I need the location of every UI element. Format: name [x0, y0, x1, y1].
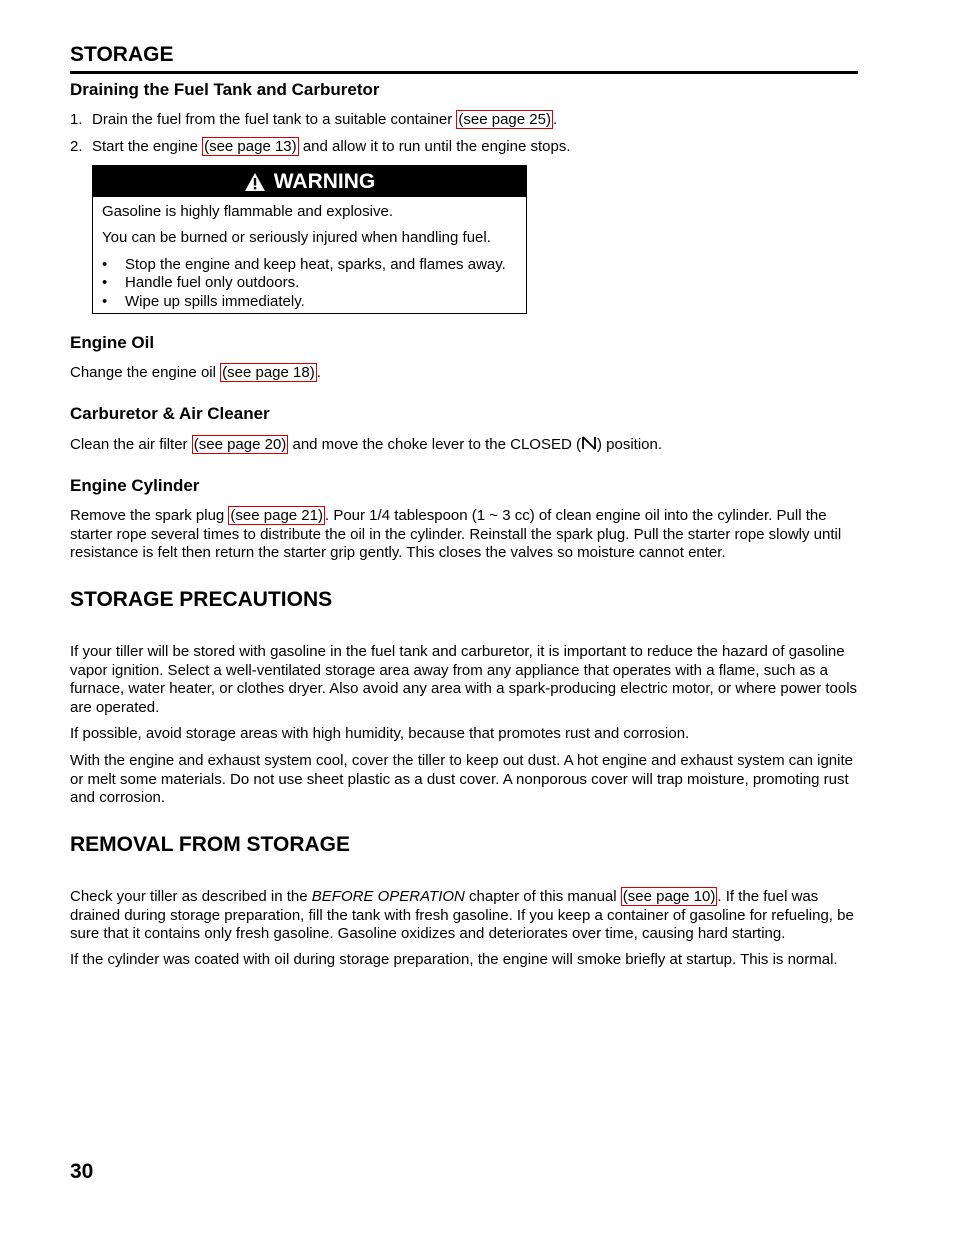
title-rule: [70, 71, 858, 74]
heading-engine-cylinder: Engine Cylinder: [70, 476, 200, 495]
link-see-page-21[interactable]: (see page 21): [230, 507, 323, 524]
warning-bullet: • Handle fuel only outdoors.: [102, 274, 300, 291]
precautions-paragraph-1: If your tiller will be stored with gasoline in the fuel tank and carburetor, it is important to reduce the hazard of gasoline vapor ignition. Select a well-ventilated storage area away from any appliance that operates with a flame, such as a furnace, water heater, or clothes dryer. Also avoid any area with a spark-producing electric motor, or where power tools are operated.: [70, 643, 858, 716]
warning-line-1: Gasoline is highly flammable and explosive.: [102, 203, 393, 220]
link-see-page-18[interactable]: (see page 18): [222, 364, 315, 381]
link-see-page-10[interactable]: (see page 10): [622, 888, 716, 905]
warning-box: [92, 165, 527, 314]
choke-closed-icon: [581, 435, 597, 451]
section-title-removal: REMOVAL FROM STORAGE: [70, 833, 351, 856]
draining-step-2: 2. Start the engine (see page 13) and allow it to run until the engine stops.: [70, 138, 571, 155]
engine-oil-text: Change the engine oil (see page 18) .: [70, 364, 321, 381]
carburetor-text: Clean the air filter (see page 20) and move the choke lever to the CLOSED ( ) position.: [70, 436, 663, 453]
warning-triangle-icon: [244, 172, 266, 192]
draining-steps: [70, 111, 858, 157]
warning-bullets: [102, 256, 518, 312]
heading-engine-oil: Engine Oil: [70, 333, 155, 352]
precautions-paragraph-2: If possible, avoid storage areas with high humidity, because that promotes rust and corrosion.: [70, 725, 690, 742]
link-see-page-25[interactable]: (see page 25): [458, 111, 551, 128]
section-title-storage: STORAGE: [70, 43, 174, 66]
section-title-precautions: STORAGE PRECAUTIONS: [70, 588, 333, 611]
warning-header: [93, 166, 526, 197]
warning-label: WARNING: [273, 169, 376, 193]
page-number: 30: [70, 1160, 94, 1183]
link-see-page-13[interactable]: (see page 13): [204, 138, 297, 155]
removal-paragraph-1: Check your tiller as described in the BEFORE OPERATION chapter of this manual (see page 10) . If the fuel was drained during storage preparation, fill the tank with fresh gasoline. If you keep a container of gasoline for refueling, be sure that it contains only fresh gasoline. Gasoline oxidizes and deteriorates over time, causing hard starting.: [70, 888, 854, 942]
warning-line-2: You can be burned or seriously injured when handling fuel.: [102, 229, 491, 246]
heading-carburetor: Carburetor & Air Cleaner: [70, 404, 270, 423]
warning-body: [93, 197, 526, 313]
warning-bullet: • Stop the engine and keep heat, sparks, and flames away.: [102, 255, 506, 273]
warning-bullet: • Wipe up spills immediately.: [102, 292, 305, 310]
link-see-page-20[interactable]: (see page 20): [193, 436, 287, 453]
cylinder-text: Remove the spark plug (see page 21) . Pour 1/4 tablespoon (1 ~ 3 cc) of clean engine oil into the cylinder. Pull the starter rope several times to distribute the oil in the cylinder. Reinstall the spark plug. Pull the starter rope slowly until resistance is felt then return the starter grip gently. This closes the valves so moisture cannot enter.: [70, 507, 842, 561]
precautions-paragraph-3: With the engine and exhaust system cool, cover the tiller to keep out dust. A hot engine and exhaust system can ignite or melt some materials. Do not use sheet plastic as a dust cover. A nonporous cover will trap moisture, promoting rust and corrosion.: [70, 752, 853, 806]
draining-step-1: 1. Drain the fuel from the fuel tank to a suitable container (see page 25) .: [70, 111, 558, 128]
removal-paragraph-2: If the cylinder was coated with oil during storage preparation, the engine will smoke briefly at startup. This is normal.: [70, 951, 838, 968]
heading-draining: Draining the Fuel Tank and Carburetor: [70, 80, 380, 99]
